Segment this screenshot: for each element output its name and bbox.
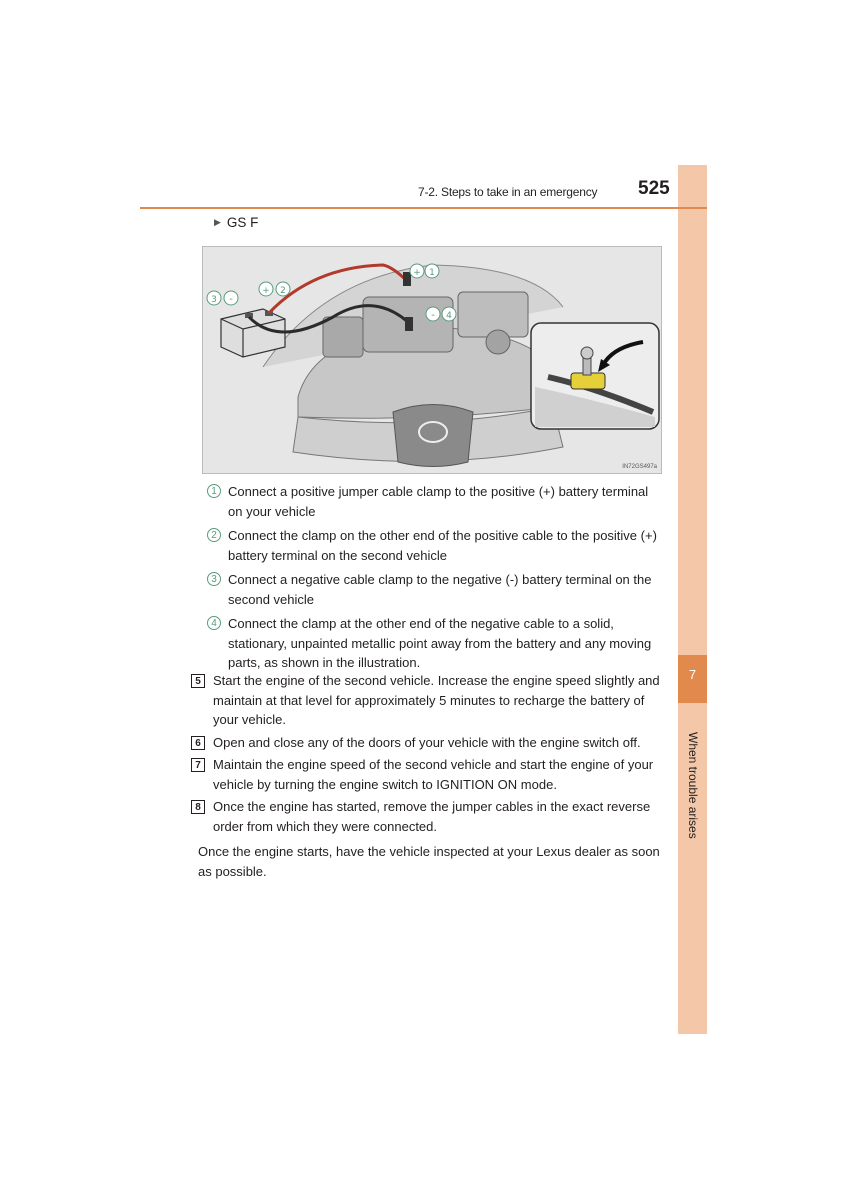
variant-heading	[214, 215, 258, 230]
step-number-marker: 7	[191, 758, 205, 772]
variant-label: GS F	[226, 215, 259, 230]
list-item	[207, 570, 662, 609]
sub-step-text: Connect a negative cable clamp to the negative (-) battery terminal on the second vehicle	[228, 572, 652, 607]
list-item	[207, 614, 662, 673]
callout-number-3: 3	[211, 295, 217, 305]
svg-text:-: -	[229, 294, 233, 305]
section-title: 7-2. Steps to take in an emergency	[418, 185, 598, 199]
list-item	[207, 482, 662, 521]
list-item	[207, 526, 662, 565]
step-text: Start the engine of the second vehicle. Increase the engine speed slightly and maintain at that level for approximately 5 minutes to recharge the battery of your vehicle.	[213, 673, 660, 727]
svg-text:+: +	[262, 286, 270, 296]
page-number: 525	[638, 178, 670, 199]
sub-step-text: Connect a positive jumper cable clamp to the positive (+) battery terminal on your vehicle	[228, 484, 649, 519]
step-text: Open and close any of the doors of your vehicle with the engine switch off.	[213, 734, 641, 750]
chapter-side-tab	[678, 165, 707, 1034]
callout-number-4: 4	[446, 311, 452, 321]
step-number-marker: 6	[191, 736, 205, 750]
circled-number-marker: 1	[207, 484, 221, 498]
step-text: Maintain the engine speed of the second vehicle and start the engine of your vehicle by turning the engine switch to IGNITION ON mode.	[213, 757, 654, 792]
figure-code: IN72GS497a	[622, 464, 657, 470]
header-rule	[140, 207, 707, 209]
circled-number-marker: 2	[207, 528, 221, 542]
chapter-number-badge	[678, 655, 707, 703]
closing-note: Once the engine starts, have the vehicle inspected at your Lexus dealer as soon as possible.	[198, 844, 660, 879]
chapter-title: When trouble arises	[686, 731, 700, 839]
callout-number-2: 2	[280, 286, 286, 296]
battery-icon	[221, 309, 285, 357]
jump-start-illustration	[202, 246, 662, 474]
callout-number-1: 1	[429, 268, 435, 278]
list-item	[191, 755, 662, 794]
svg-text:-: -	[431, 310, 435, 321]
step-number-marker: 8	[191, 800, 205, 814]
sub-step-text: Connect the clamp at the other end of the negative cable to a solid, stationary, unpainted metallic point away from the battery and any moving parts, as shown in the illustration.	[228, 616, 652, 670]
svg-text:+: +	[413, 268, 421, 278]
list-item	[191, 671, 662, 730]
step-text: Once the engine has started, remove the jumper cables in the exact reverse order from which they were connected.	[213, 799, 651, 834]
step-list	[191, 671, 662, 839]
list-item	[191, 797, 662, 836]
circled-number-marker: 4	[207, 616, 221, 630]
ground-point-inset	[531, 323, 659, 429]
sub-step-text: Connect the clamp on the other end of the positive cable to the positive (+) battery terminal on the second vehicle	[228, 528, 657, 563]
engine-bay-drawing	[203, 247, 661, 473]
circled-number-marker: 3	[207, 572, 221, 586]
sub-step-list	[207, 482, 662, 678]
list-item	[191, 733, 662, 753]
chapter-number: 7	[688, 667, 697, 682]
callout-negative-3	[207, 291, 238, 305]
triangle-bullet-icon: ▶	[214, 217, 221, 227]
callout-positive-2	[259, 282, 290, 296]
step-number-marker: 5	[191, 674, 205, 688]
